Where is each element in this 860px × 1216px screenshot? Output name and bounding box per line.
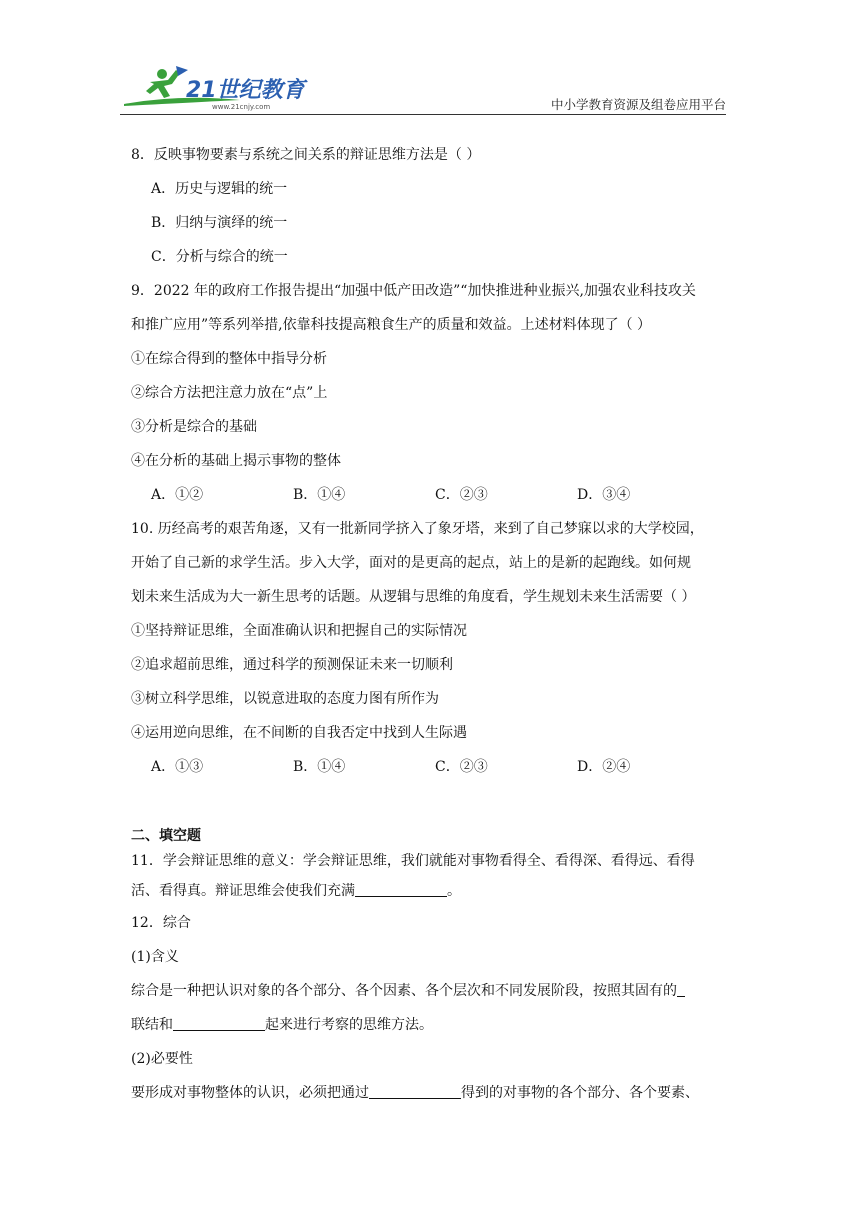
q9-choice-b: B．①④ xyxy=(293,487,346,503)
q10-statement-2: ②追求超前思维，通过科学的预测保证未来一切顺利 xyxy=(131,657,453,673)
q10-statement-1: ①坚持辩证思维，全面准确认识和把握自己的实际情况 xyxy=(131,623,467,639)
q12-blank-2[interactable] xyxy=(173,1016,265,1031)
q12-definition-line-1: 综合是一种把认识对象的各个部分、各个因素、各个层次和不同发展阶段，按照其固有的 xyxy=(131,974,731,1008)
q8-option-b: B．归纳与演绎的统一 xyxy=(151,215,288,231)
svg-text:21世纪教育: 21世纪教育 xyxy=(186,78,305,103)
q11-line-2: 活、看得真。辩证思维会使我们充满 。 xyxy=(131,883,461,899)
q8-stem: 8．反映事物要素与系统之间关系的辩证思维方法是（ ） xyxy=(131,147,481,163)
q9-choices xyxy=(131,478,731,512)
q10-stem-line-3: 划未来生活成为大一新生思考的话题。从逻辑与思维的角度看，学生规划未来生活需要（ ） xyxy=(131,589,696,605)
q10-choice-c: C．②③ xyxy=(435,759,488,775)
q10-stem-line-1: 10. 历经高考的艰苦角逐，又有一批新同学挤入了象牙塔，来到了自己梦寐以求的大学校园， xyxy=(131,521,704,537)
q10-choice-b: B．①④ xyxy=(293,759,346,775)
q9-choice-c: C．②③ xyxy=(435,487,488,503)
q12-title: 12．综合 xyxy=(131,915,191,931)
q10-statement-4: ④运用逆向思维，在不间断的自我否定中找到人生际遇 xyxy=(131,725,467,741)
q12-blank-1[interactable] xyxy=(677,982,685,997)
section-title-fill-in: 二、填空题 xyxy=(131,828,201,844)
q10-choice-d: D．②④ xyxy=(577,759,631,775)
q11-line-1: 11．学会辩证思维的意义：学会辩证思维，我们就能对事物看得全、看得深、看得远、看得 xyxy=(131,853,695,869)
q12-definition-line-2: 联结和 起来进行考察的思维方法。 xyxy=(131,1017,433,1033)
q12-necessity-line-1: 要形成对事物整体的认识，必须把通过 得到的对事物的各个部分、各个要素、 xyxy=(131,1085,699,1101)
document-body xyxy=(131,138,731,1110)
q8-option-a: A．历史与逻辑的统一 xyxy=(151,181,288,197)
q9-statement-4: ④在分析的基础上揭示事物的整体 xyxy=(131,453,341,469)
page-header xyxy=(120,64,726,114)
runner-logo-icon xyxy=(120,64,330,112)
q8-option-c: C．分析与综合的统一 xyxy=(151,249,288,265)
q11-blank[interactable] xyxy=(355,882,447,897)
q10-choices xyxy=(131,750,731,784)
q9-statement-2: ②综合方法把注意力放在“点”上 xyxy=(131,385,328,401)
q9-stem-line-2: 和推广应用”等系列举措,依靠科技提高粮食生产的质量和效益。上述材料体现了（ ） xyxy=(131,317,652,333)
q10-stem-line-2: 开始了自己新的求学生活。步入大学，面对的是更高的起点，站上的是新的起跑线。如何规 xyxy=(131,555,691,571)
q12-sub-meaning: (1)含义 xyxy=(131,949,179,965)
logo xyxy=(120,64,330,112)
svg-text:www.21cnjy.com: www.21cnjy.com xyxy=(212,103,271,111)
q12-sub-necessity: (2)必要性 xyxy=(131,1051,193,1067)
q10-choice-a: A．①③ xyxy=(151,759,204,775)
q9-statement-1: ①在综合得到的整体中指导分析 xyxy=(131,351,327,367)
header-divider xyxy=(120,114,726,115)
q9-stem-line-1: 9．2022 年的政府工作报告提出“加强中低产田改造”“加快推进种业振兴,加强农业科技攻关 xyxy=(131,283,696,299)
q9-statement-3: ③分析是综合的基础 xyxy=(131,419,257,435)
q10-statement-3: ③树立科学思维，以锐意进取的态度力图有所作为 xyxy=(131,691,439,707)
platform-name: 中小学教育资源及组卷应用平台 xyxy=(550,97,726,112)
q9-choice-a: A．①② xyxy=(151,487,204,503)
q12-blank-3[interactable] xyxy=(369,1084,461,1099)
q9-choice-d: D．③④ xyxy=(577,487,631,503)
